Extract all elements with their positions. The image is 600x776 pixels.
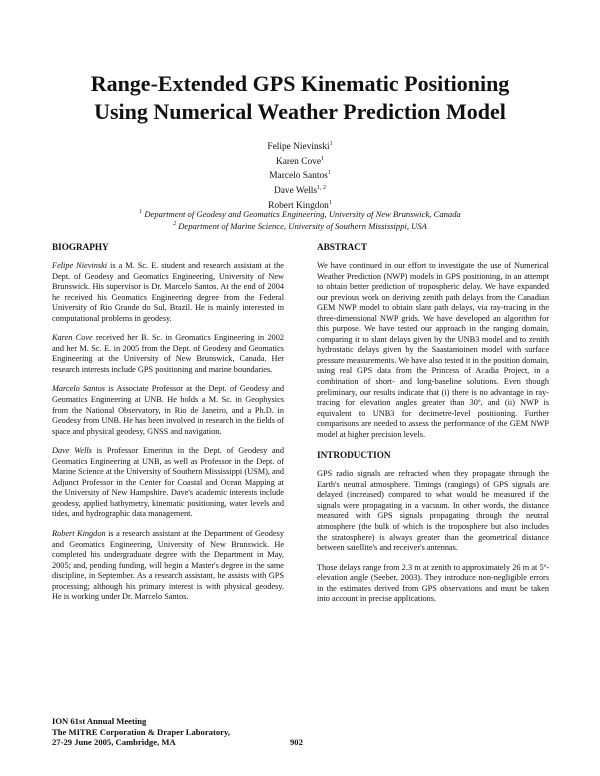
bio-paragraph: Felipe Nievinski is a M. Sc. E. student and research assistant at the Dept. of Geodesy and Geomatics Engineering, University of New Brunswick. His supervisor is Dr. Marcelo Santos. At the end of 2004 he received his Geomatics Engineering degree from the Federal University of Rio Grande do Sul, Brazil. He is mainly interested in computational problems in geodesy. [52, 261, 284, 323]
author: Felipe Nievinski$^1$ [267, 141, 333, 153]
bio-paragraph: Marcelo Santos is Associate Professor at the Dept. of Geodesy and Geomatics Engineering at UNB. He holds a M. Sc. in Geophysics from the National Observatory, in Rio de Janeiro, and a Ph.D. in Geodesy from UNB. He has been involved in research in the fields of space and physical geodesy, GNSS and navigation. [52, 384, 284, 436]
affiliation: $^1$ Department of Geodesy and Geomatics Engineering, University of New Brunswick, Canada [139, 208, 461, 219]
abstract-heading: ABSTRACT [317, 242, 368, 252]
footer-line: ION 61st Annual Meeting [52, 716, 147, 726]
intro-paragraph: GPS radio signals are refracted when they propagate through the Earth's neutral atmosphere. Timings (rangings) of GPS signals are delayed (increased) compared to what would be measured if the signals were propagating in a vacuum. In other words, the distance measured with GPS signals propagating through the neutral atmosphere (the bulk of which is the troposphere but also includes the stratosphere) is always greater than the geometrical distance between satellite's and receiver's antennas. [317, 469, 549, 553]
paper-title-line-1: Range-Extended GPS Kinematic Positioning [90, 71, 510, 96]
introduction-heading: INTRODUCTION [317, 450, 391, 461]
left-column [52, 241, 284, 612]
author: Robert Kingdon$^1$ [268, 199, 332, 211]
bio-paragraph: Dave Wells is Professor Emeritus in the Dept. of Geodesy and Geomatics Engineering at UNB, as well as Professor in the Dept. of Marine Science at the University of Southern Mississippi (USM), and Adjunct Professor in the Center for Coastal and Ocean Mapping at the University of New Hampshire. Dave's academic interests include geodesy, applied bathymetry, kinematic positioning, water levels and tides, and hydrographic data management. [52, 446, 284, 519]
footer-line: 27-29 June 2005, Cambridge, MA [52, 737, 176, 747]
author: Karen Cove$^1$ [275, 155, 325, 167]
bio-paragraph: Karen Cove received her B. Sc. in Geomatics Engineering in 2002 and her M. Sc. E. in 2005 from the Dept. of Geodesy and Geomatics Engineering at the University of New Brunswick, Canada. Her research interests include GPS positioning and marine boundaries. [52, 333, 284, 374]
footer-line: The MITRE Corporation & Draper Laboratory, [52, 726, 230, 737]
intro-paragraph: Those delays range from 2.3 m at zenith to approximately 26 m at 5º-elevation angle (Seeber, 2003). They introduce non-negligible errors in the estimates derived from GPS observations and must be taken into account in precise applications. [317, 562, 549, 604]
author: Marcelo Santos$^1$ [269, 170, 331, 182]
right-column [317, 241, 549, 614]
page-number: 902 [290, 737, 303, 747]
affiliation: $^2$ Department of Marine Science, University of Southern Mississippi, USA [173, 220, 427, 231]
conference-footer [52, 716, 230, 748]
paper-title-line-2: Using Numerical Weather Prediction Model [94, 99, 506, 124]
bio-paragraph: Robert Kingdon is a research assistant at the Department of Geodesy and Geomatics Engineering, University of New Brunswick. He completed his undergraduate degree with the Department in May, 2005; and, pending funding, will begin a Master's degree in the same discipline, in September. As a research assistant, he assists with GPS processing; although his primary interest is with physical geodesy. He is working under Dr. Marcelo Santos. [52, 529, 284, 602]
biography-heading: BIOGRAPHY [52, 242, 109, 252]
abstract-text: We have continued in our effort to investigate the use of Numerical Weather Prediction (NWP) models in GPS positioning, in an attempt to obtain better prediction of tropospheric delay. We have expanded our previous work on deriving zenith path delays from the Canadian GEM NWP model to obtain slant path delays, via ray-tracing in the three-dimensional NWP grids. We have developed an algorithm for this purpose. We have tested our approach in the ranging domain, comparing it to slant delays given by the UNB3 model and to zenith hydrostatic delays given by the Saastamoinen model with surface pressure measurements. We have also tested it in the position domain, using real GPS data from the Princess of Acadia Project, in a combination of short- and long-baseline solutions. Even though preliminary, our results indicate that (i) there is no advantage in ray-tracing for elevation angles greater than 30º, and (ii) NWP is equivalent to UNB3 for decimetre-level positioning. Further comparisons are needed to assess the performance of the GEM NWP model at higher precision levels. [317, 261, 549, 439]
author: Dave Wells$^{1, 2}$ [273, 185, 327, 197]
author-list [0, 139, 600, 213]
